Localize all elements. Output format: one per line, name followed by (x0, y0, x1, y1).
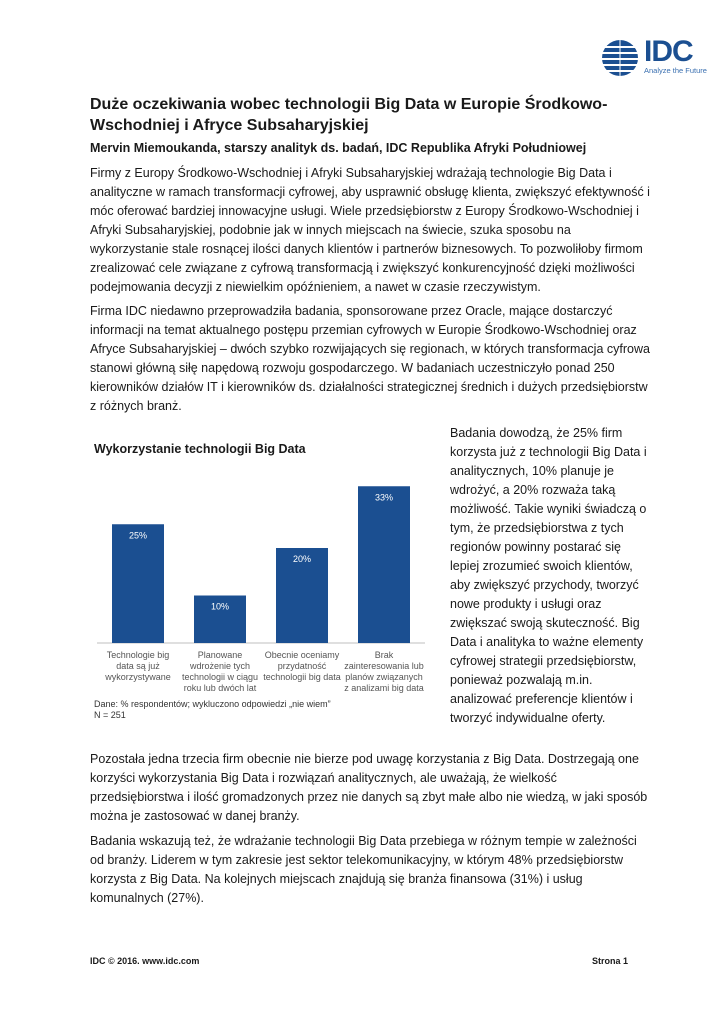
chart-note-sample: N = 251 (94, 710, 126, 720)
chart-title: Wykorzystanie technologii Big Data (94, 442, 306, 456)
big-data-usage-chart (88, 430, 438, 730)
paragraph-remaining-third: Pozostała jedna trzecia firm obecnie nie bierze pod uwagę korzystania z Big Data. Dostrzegają one korzyści wykorzystania Big Data i rozwiązań analitycznych, ale uważają, że wielkość przedsiębiorstwa i ilość gromadzonych przez nie danych są zbyt małe albo nie wiedzą, w jaki sposób można je zastosować w danej branży. (90, 752, 648, 823)
top-bar (0, 0, 725, 24)
logo-text: IDC (644, 35, 693, 68)
bar-0 (112, 524, 164, 643)
category-label-planned: Planowane wdrożenie tych technologii w ciągu roku lub dwóch lat (181, 650, 259, 693)
chart-note-source: Dane: % respondentów; wykluczono odpowiedzi „nie wiem” (94, 699, 331, 709)
bar-value-label-3: 33% (374, 492, 394, 503)
bar-value-label-1: 10% (210, 601, 230, 612)
bar-value-label-0: 25% (128, 530, 148, 541)
idc-logo (600, 35, 707, 78)
category-label-no-interest: Brak zainteresowania lub planów związanych z analizami big data (344, 650, 424, 693)
bar-value-label-2: 20% (292, 554, 312, 564)
paragraph-research: Firma IDC niedawno przeprowadziła badania, sponsorowane przez Oracle, mające dostarczyć informacji na temat aktualnego postępu przemian cyfrowych w Europie Środkowo-Wschodniej oraz Afryce Subsaharyjskiej – dwóch szybko rozwijających się regionach, w których transformacja cyfrowa stanowi główną siłę napędową rozwoju gospodarczego. W badaniach uczestniczyło ponad 250 kierowników działów IT i kierowników ds. działalności strategicznej średnich i dużych przedsiębiorstw z różnych branż. (90, 304, 650, 413)
chart-note (94, 699, 331, 721)
logo-tagline: Analyze the Future (644, 66, 707, 75)
category-label-evaluating: Obecnie oceniamy przydatność technologii big data (263, 650, 341, 682)
article-title: Duże oczekiwania wobec technologii Big Data w Europie Środkowo-Wschodniej i Afryce Subsaharyjskiej (90, 96, 608, 134)
paragraph-findings: Badania dowodzą, że 25% firm korzysta już z technologii Big Data i analitycznych, 10% planuje je wdrożyć, a 20% rozważa taką możliwość. Takie wyniki świadczą o tym, że przedsiębiorstwa z tych regionów powinny postarać się lepiej zrozumieć swoich klientów, aby zwiększyć przychody, tworzyć nowe produkty i usługi oraz zwiększać swoją skuteczność. Big Data i analityka to ważne elementy cyfrowej strategii przedsiębiorstw, ponieważ pozwalają m.in. analizować preferencje klientów i tworzyć indywidualne oferty. (450, 426, 647, 725)
paragraph-intro: Firmy z Europy Środkowo-Wschodniej i Afryki Subsaharyjskiej wdrażają technologie Big Data i analityczne w ramach transformacji cyfrowej, aby usprawnić obsługę klienta, zwiększyć efektywność i móc oferować bardziej innowacyjne usługi. Wiele przedsiębiorstw z Europy Środkowo-Wschodniej i Afryki Subsaharyjskiej, podobnie jak w innych miejscach na świecie, szuka sposobu na wykorzystanie stale rosnącej ilości danych klientów i partnerów biznesowych. To pozwoliłoby firmom zrealizować cele związane z cyfrową transformacją i zwiększyć konkurencyjność dzięki możliwości podejmowania decyzji z niewielkim opóźnieniem, a nawet w czasie rzeczywistym. (90, 166, 650, 294)
footer-page-number: Strona 1 (592, 956, 629, 966)
category-label-used: Technologie big data są już wykorzystywane (105, 650, 171, 682)
paragraph-industries: Badania wskazują też, że wdrażanie technologii Big Data przebiega w różnym tempie w zależności od branży. Liderem w tym zakresie jest sektor telekomunikacyjny, w którym 48% przedsiębiorstw korzysta z Big Data. Na kolejnych miejscach znajdują się branża finansowa (31%) i usług komunalnych (27%). (90, 834, 637, 905)
globe-icon (600, 38, 640, 78)
footer-copyright: IDC © 2016. www.idc.com (90, 956, 200, 966)
article-author: Mervin Miemoukanda, starszy analityk ds. badań, IDC Republika Afryki Południowej (90, 141, 587, 155)
bar-3 (358, 486, 410, 643)
